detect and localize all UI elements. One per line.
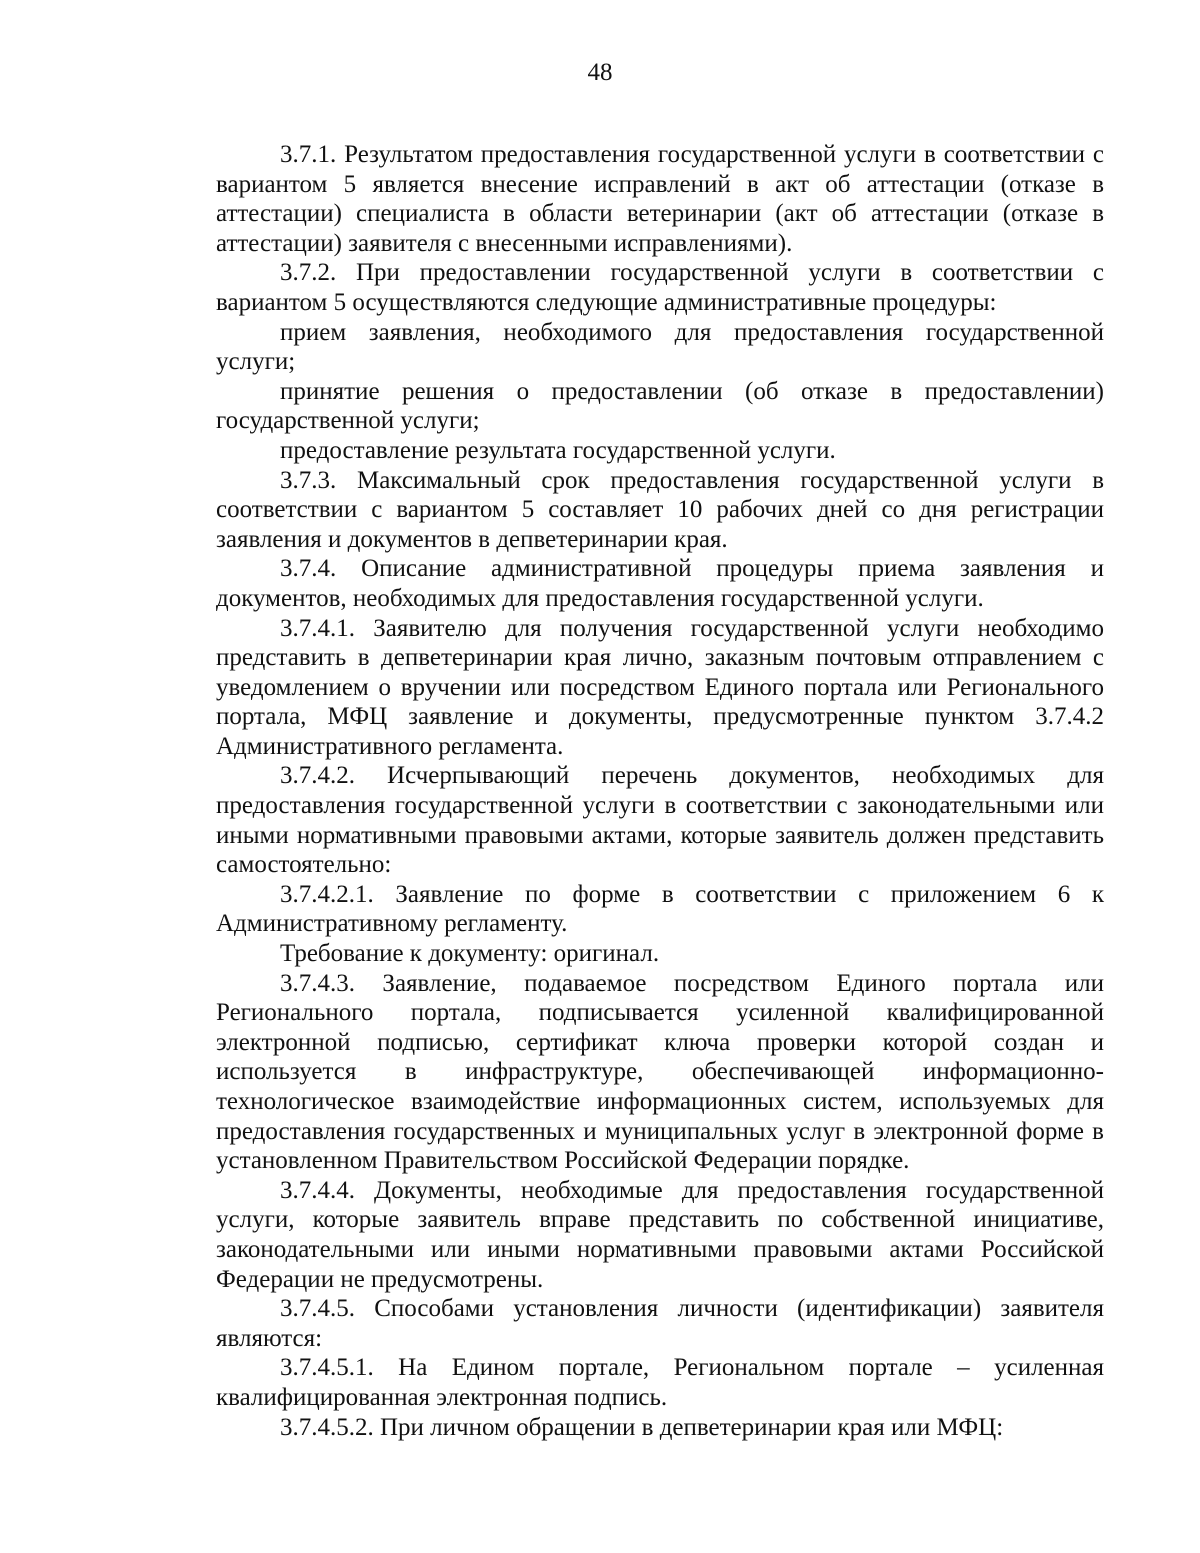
- paragraph-procedure-2: принятие решения о предоставлении (об отказе в предоставлении) государственной услуги;: [216, 377, 1104, 435]
- paragraph-3-7-4-1: 3.7.4.1. Заявителю для получения государственной услуги необходимо представить в депветеринарии края лично, заказным почтовым отправлением с уведомлением о вручении или посредством Единого портала или Регионального портала, МФЦ заявление и документы, предусмотренные пунктом 3.7.4.2 Административного регламента.: [216, 614, 1104, 760]
- paragraph-procedure-3: предоставление результата государственной услуги.: [280, 436, 836, 464]
- paragraph-3-7-3: 3.7.3. Максимальный срок предоставления государственной услуги в соответствии с вариантом 5 составляет 10 рабочих дней со дня регистрации заявления и документов в депветеринарии края.: [216, 466, 1104, 553]
- page-number: 48: [587, 59, 613, 86]
- paragraph-3-7-1: 3.7.1. Результатом предоставления государственной услуги в соответствии с вариантом 5 является внесение исправлений в акт об аттестации (отказе в аттестации) специалиста в области ветеринарии (акт об аттестации (отказе в аттестации) заявителя с внесенными исправлениями).: [216, 141, 1104, 257]
- paragraph-3-7-4: 3.7.4. Описание административной процедуры приема заявления и документов, необходимых для предоставления государственной услуги.: [216, 555, 1104, 612]
- paragraph-3-7-4-2: 3.7.4.2. Исчерпывающий перечень документов, необходимых для предоставления государственной услуги в соответствии с законодательными или иными нормативными правовыми актами, которые заявитель должен представить самостоятельно:: [216, 762, 1104, 879]
- paragraph-3-7-4-5: 3.7.4.5. Способами установления личности (идентификации) заявителя являются:: [216, 1295, 1104, 1352]
- paragraph-procedure-1: прием заявления, необходимого для предоставления государственной услуги;: [216, 318, 1104, 376]
- paragraph-document-requirement: Требование к документу: оригинал.: [280, 940, 660, 968]
- document-body: [216, 140, 1104, 1442]
- paragraph-3-7-4-5-1: 3.7.4.5.1. На Едином портале, Региональном портале – усиленная квалифицированная электронная подпись.: [216, 1354, 1104, 1411]
- paragraph-3-7-4-4: 3.7.4.4. Документы, необходимые для предоставления государственной услуги, которые заявитель вправе представить по собственной инициативе, законодательными или иными нормативными правовыми актами Российской Федерации не предусмотрены.: [216, 1176, 1104, 1293]
- paragraph-3-7-4-2-1: 3.7.4.2.1. Заявление по форме в соответствии с приложением 6 к Административному регламенту.: [216, 880, 1104, 938]
- paragraph-3-7-4-3: 3.7.4.3. Заявление, подаваемое посредством Единого портала или Регионального портала, подписывается усиленной квалифицированной электронной подписью, сертификат ключа проверки которой создан и используется в инфраструктуре, обеспечивающей информационно-технологическое взаимодействие информационных систем, используемых для предоставления государственных и муниципальных услуг в электронной форме в установленном Правительством Российской Федерации порядке.: [216, 969, 1104, 1175]
- paragraph-3-7-2: 3.7.2. При предоставлении государственной услуги в соответствии с вариантом 5 осуществляются следующие административные процедуры:: [216, 259, 1104, 316]
- paragraph-3-7-4-5-2: 3.7.4.5.2. При личном обращении в депветеринарии края или МФЦ:: [280, 1413, 1004, 1441]
